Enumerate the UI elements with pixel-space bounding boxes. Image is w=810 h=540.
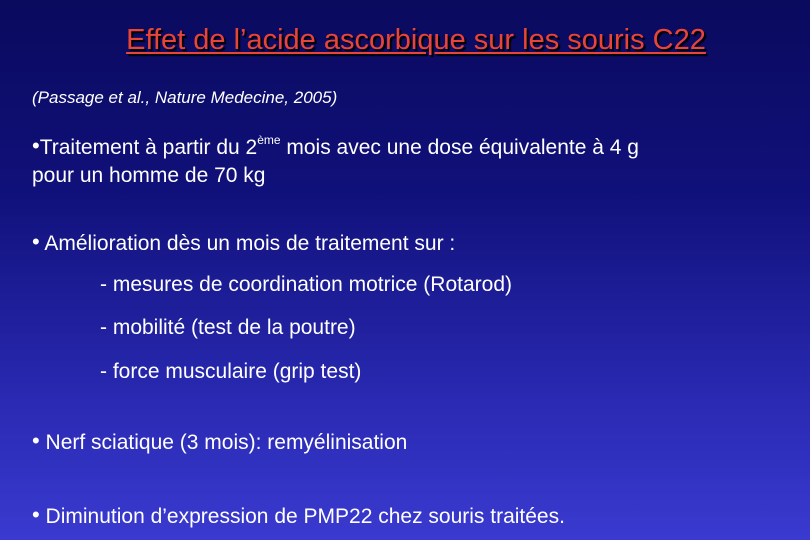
sub-item-mobility: - mobilité (test de la poutre) xyxy=(100,316,356,339)
superscript-ordinal: ème xyxy=(257,133,281,147)
bullet-improvement xyxy=(32,228,455,258)
bullet-dot: • xyxy=(32,133,40,158)
bullet-improvement-text: Amélioration dès un mois de traitement sur : xyxy=(39,232,456,255)
bullet-treatment-line2: pour un homme de 70 kg xyxy=(32,164,266,187)
bullet-treatment-text-cont: mois avec une dose équivalente à 4 g xyxy=(280,136,639,159)
slide-title: Effet de l’acide ascorbique sur les souris C22 xyxy=(126,24,706,56)
reference-citation: (Passage et al., Nature Medecine, 2005) xyxy=(32,88,338,107)
sub-item-strength: - force musculaire (grip test) xyxy=(100,360,362,383)
bullet-dot: • xyxy=(32,229,40,254)
bullet-pmp22 xyxy=(32,501,565,531)
bullet-sciatic-nerve xyxy=(32,427,407,457)
sub-item-coordination: - mesures de coordination motrice (Rotarod) xyxy=(100,273,513,296)
bullet-dot: • xyxy=(32,428,40,453)
bullet-sciatic-text: Nerf sciatique (3 mois): remyélinisation xyxy=(39,431,408,454)
bullet-treatment-text: Traitement à partir du 2 xyxy=(39,136,258,159)
bullet-dot: • xyxy=(32,502,40,527)
bullet-treatment xyxy=(32,126,639,190)
bullet-pmp22-text: Diminution d’expression de PMP22 chez souris traitées. xyxy=(39,505,565,528)
